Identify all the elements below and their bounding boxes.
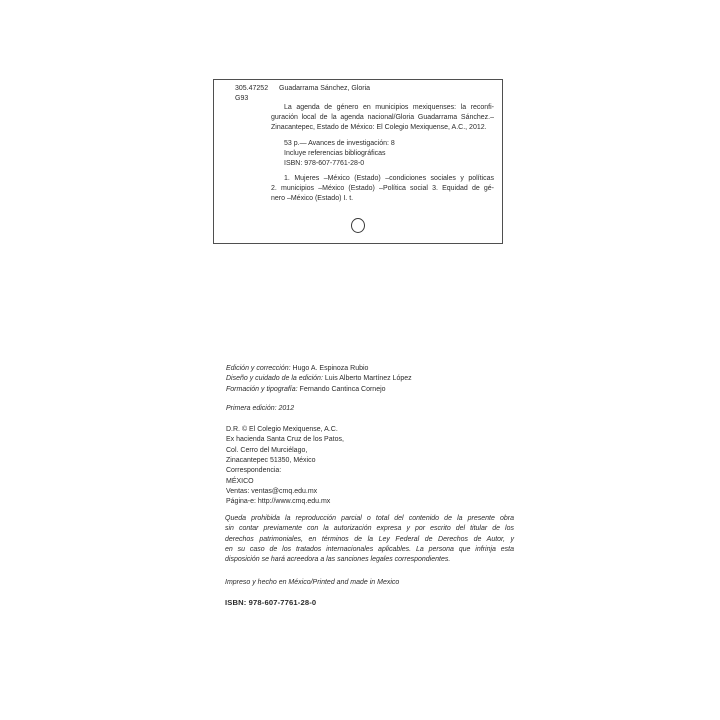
- subject-line: nero –México (Estado) I. t.: [271, 195, 354, 203]
- printed-in-line: Impreso y hecho en México/Printed and made in Mexico: [225, 579, 400, 586]
- call-number-column: [235, 84, 268, 104]
- credit-line: [226, 385, 412, 395]
- legal-notice: [225, 514, 514, 565]
- publisher-line: Correspondencia:: [226, 467, 282, 475]
- credits-block: [226, 364, 412, 395]
- publisher-line: Ex hacienda Santa Cruz de los Patos,: [226, 436, 344, 444]
- catalog-card: [213, 79, 503, 244]
- subject-line: 1. Mujeres –México (Estado) –condiciones sociales y políticas: [284, 175, 494, 182]
- subject-tracing-block: [271, 174, 494, 205]
- catalog-description-line: guración local de la agenda nacional/Gloria Guadarrama Sánchez.–: [271, 114, 494, 122]
- credit-value: Hugo A. Espinoza Rubio: [292, 365, 369, 372]
- legal-line: disposición se hará acreedora a las sanciones legales correspondientes.: [225, 556, 451, 563]
- credit-line: [226, 364, 412, 374]
- legal-line: en su caso de los tratados internacionales aplicables. La persona que infrinja esta: [225, 545, 514, 553]
- publisher-line: MÉXICO: [226, 477, 254, 485]
- collation-line: Incluye referencias bibliográficas: [284, 150, 386, 158]
- author-heading: Guadarrama Sánchez, Gloria: [279, 85, 371, 92]
- credit-label: Formación y tipografía:: [226, 385, 298, 393]
- isbn-line: ISBN: 978-607-7761-28-0: [225, 598, 317, 607]
- cutter-number: G93: [235, 95, 249, 103]
- legal-line: derechos patrimoniales, en términos de la Ley Federal de Derechos de Autor, y: [225, 535, 514, 543]
- circle-mark: [351, 218, 365, 233]
- legal-line: sin contar previamente con la autorización expresa y por escrito del titular de los: [225, 525, 514, 533]
- collation-line: 53 p.— Avances de investigación: 8: [284, 140, 395, 147]
- edition-line: Primera edición: 2012: [226, 405, 295, 412]
- publisher-line: D.R. © El Colegio Mexiquense, A.C.: [226, 426, 338, 433]
- publisher-line: Zinacantepec 51350, México: [226, 457, 316, 465]
- credit-value: Luis Alberto Martínez López: [324, 375, 412, 383]
- collation-block: [284, 139, 395, 170]
- call-number: 305.47252: [235, 85, 269, 92]
- credit-line: [226, 374, 412, 384]
- catalog-description: [271, 103, 494, 134]
- publisher-line: Ventas: ventas@cmq.edu.mx: [226, 488, 318, 496]
- credit-label: Diseño y cuidado de la edición:: [226, 375, 323, 383]
- catalog-description-line: La agenda de género en municipios mexiquenses: la reconfi-: [284, 104, 494, 111]
- collation-line: ISBN: 978-607-7761-28-0: [284, 160, 365, 168]
- publisher-line: Página-e: http://www.cmq.edu.mx: [226, 498, 331, 506]
- credit-label: Edición y corrección:: [226, 365, 291, 372]
- catalog-description-line: Zinacantepec, Estado de México: El Colegio Mexiquense, A.C., 2012.: [271, 124, 487, 132]
- credit-value: Fernando Cantinca Cornejo: [299, 385, 386, 393]
- legal-line: Queda prohibida la reproducción parcial o total del contenido de la presente obra: [225, 515, 514, 522]
- subject-line: 2. municipios –México (Estado) –Política social 3. Equidad de gé-: [271, 185, 494, 193]
- publisher-line: Col. Cerro del Murciélago,: [226, 446, 308, 454]
- publisher-block: [226, 425, 344, 508]
